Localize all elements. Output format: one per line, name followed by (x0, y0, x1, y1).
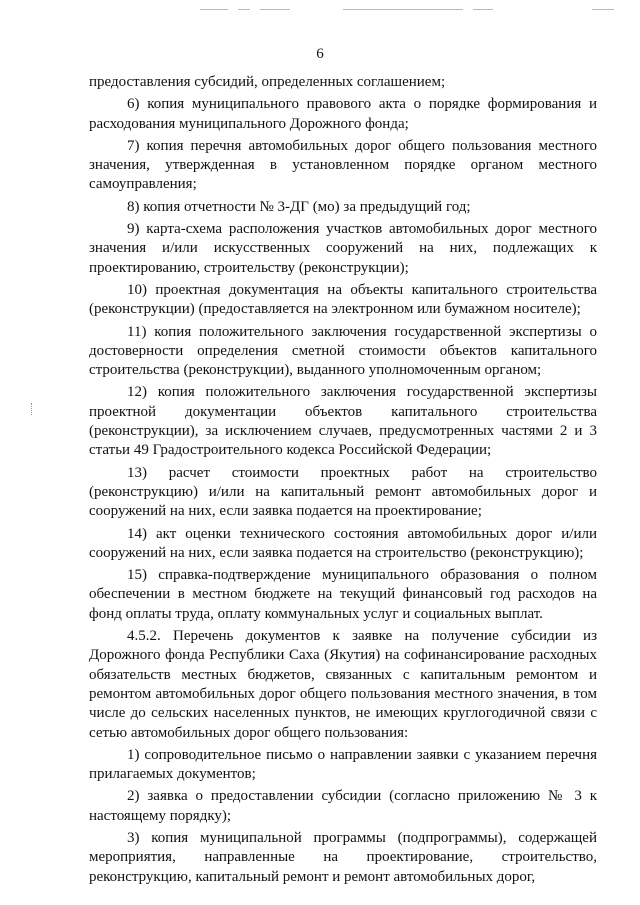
paragraph: 13) расчет стоимости проектных работ на строительство (реконструкцию) и/или на капитальный ремонт автомобильных дорог и сооружений на них, если заявка подается на проектирование; (89, 464, 597, 520)
paragraph: 2) заявка о предоставлении субсидии (согласно приложению № 3 к настоящему порядку); (89, 788, 597, 824)
paragraph: 15) справка-подтверждение муниципального образования о полном обеспечении в местном бюджете на текущий финансовый год расходов на фонд оплаты труда, оплату коммунальных услуг и социальных выплат. (89, 567, 597, 622)
paragraph: 10) проектная документация на объекты капитального строительства (реконструкции) (предоставляется на электронном или бумажном носителе); (89, 281, 597, 318)
paragraph: 4.5.2. Перечень документов к заявке на получение субсидии из Дорожного фонда Республики Саха (Якутия) на софинансирование расходных обязательств местных бюджетов, связанных с капитальным ремонтом и ремонтом автомобильных дорог общего пользования местного значения, в том числе до сельских населенных пунктов, не имеющих круглогодичной связи с сетью автомобильных дорог общего пользования: (89, 628, 597, 741)
paragraph: 7) копия перечня автомобильных дорог общего пользования местного значения, утвержденная в установленном порядке органом местного самоуправления; (89, 137, 597, 193)
paragraph: предоставления субсидий, определенных соглашением; (89, 74, 446, 90)
margin-scan-mark (31, 403, 33, 415)
paragraph: 3) копия муниципальной программы (подпрограммы), содержащей мероприятия, направленные на проектирование, строительство, реконструкцию, капитальный ремонт и ремонт автомобильных дорог, (89, 829, 597, 885)
paragraph: 6) копия муниципального правового акта о порядке формирования и расходования муниципального Дорожного фонда; (89, 96, 597, 132)
page-number: 6 (316, 46, 324, 62)
paragraph: 8) копия отчетности № 3-ДГ (мо) за предыдущий год; (127, 198, 471, 215)
scan-artifact-marks (200, 9, 640, 13)
paragraph: 12) копия положительного заключения государственной экспертизы проектной документации объектов капитального строительства (реконструкции), за исключением случаев, предусмотренных частями 2 и 3 статьи 49 Градостроительного кодекса Российской Федерации; (89, 384, 597, 459)
paragraph: 1) сопроводительное письмо о направлении заявки с указанием перечня прилагаемых документов; (89, 746, 597, 783)
paragraph: 9) карта-схема расположения участков автомобильных дорог местного значения и/или искусственных сооружений на них, подлежащих к проектированию, строительству (реконструкции); (89, 221, 597, 276)
document-body (89, 73, 597, 890)
paragraph: 11) копия положительного заключения государственной экспертизы о достоверности определения сметной стоимости объектов капитального строительства (реконструкции), выданного уполномоченным органом; (89, 323, 597, 379)
paragraph: 14) акт оценки технического состояния автомобильных дорог и/или сооружений на них, если заявка подается на строительство (реконструкцию); (89, 525, 597, 561)
